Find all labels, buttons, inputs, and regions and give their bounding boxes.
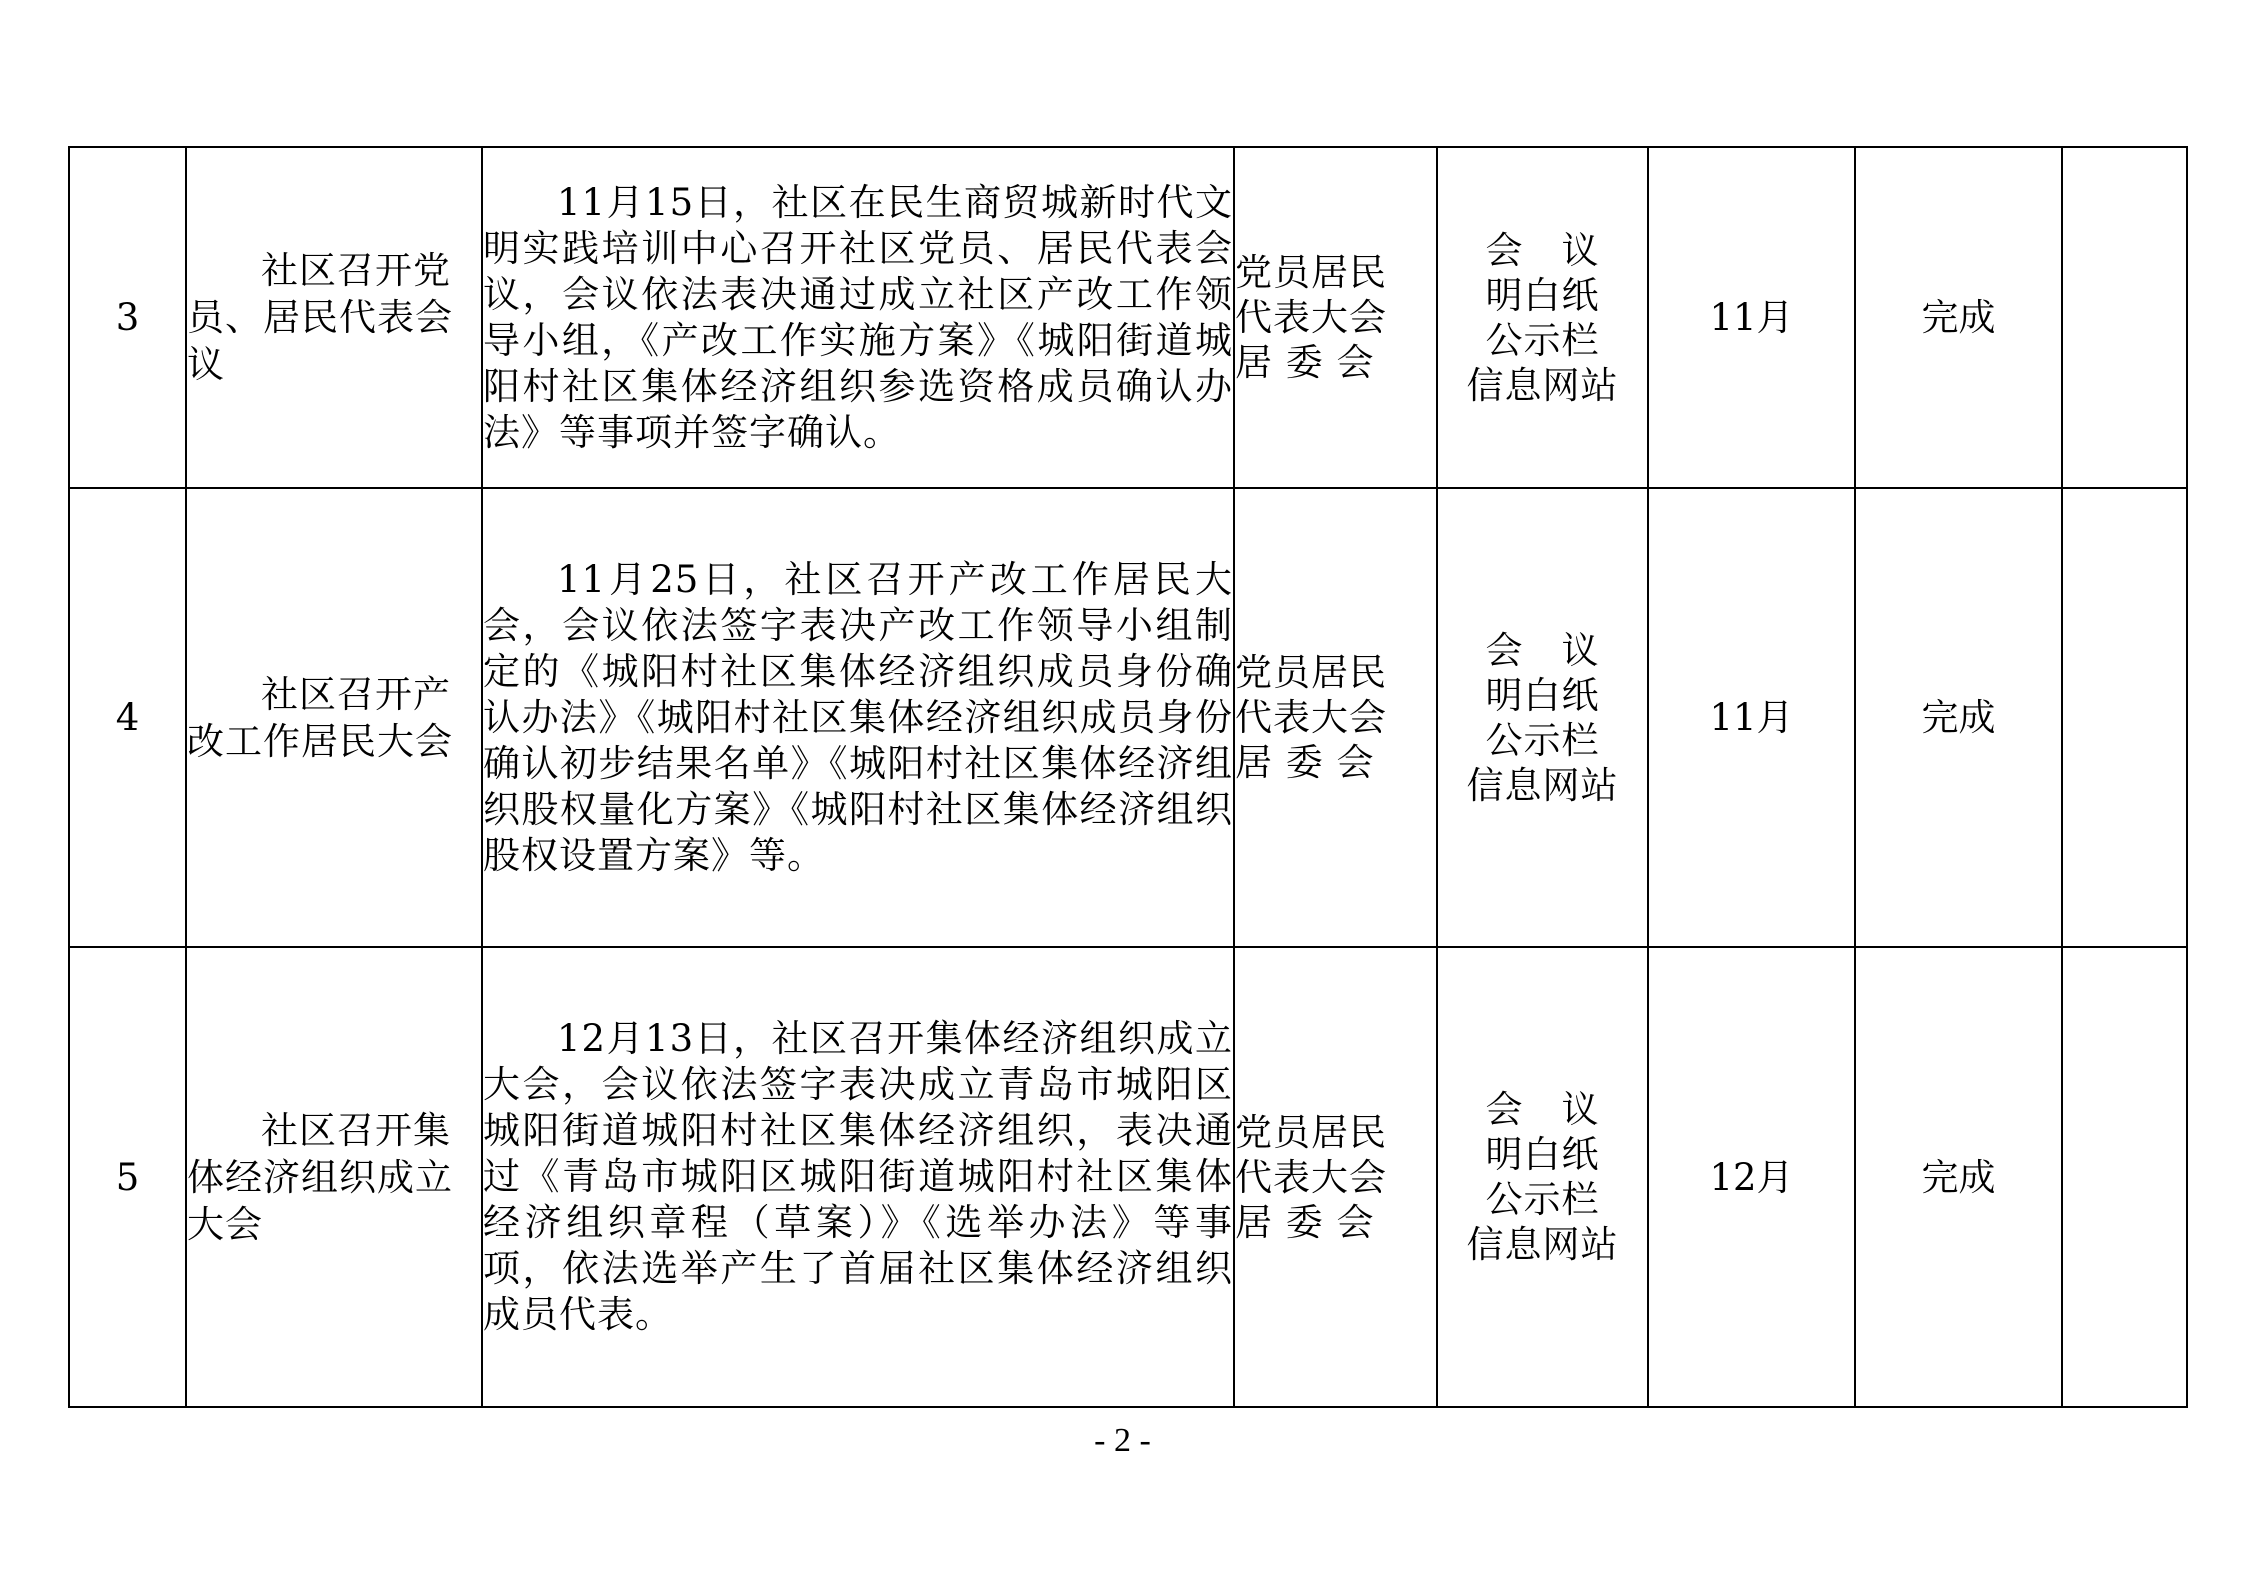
note-cell [2062, 947, 2187, 1407]
content-text: 11月25日，社区召开产改工作居民大会，会议依法签字表决产改工作领导小组制定的《城阳村社区集体经济组织成员身份确认办法》《城阳村社区集体经济组织成员身份确认初步结果名单》《城阳村社区集体经济组织股权量化方案》《城阳村社区集体经济组织股权设置方案》等。 [483, 557, 1233, 877]
participant-line: 代表大会 [1235, 696, 1387, 739]
note-cell [2062, 147, 2187, 488]
item-text: 社区召开党员、居民代表会议 [187, 249, 453, 386]
participant-line: 代表大会 [1235, 1155, 1387, 1199]
participant-line: 居 委 会 [1235, 741, 1375, 784]
time-cell: 12月 [1648, 947, 1855, 1407]
item-cell [186, 947, 482, 1407]
participant-line: 党员居民 [1235, 651, 1387, 694]
form-line: 明白纸 [1485, 673, 1600, 717]
content-text: 12月13日，社区召开集体经济组织成立大会，会议依法签字表决成立青岛市城阳区城阳街道城阳村社区集体经济组织，表决通过《青岛市城阳区城阳街道城阳村社区集体经济组织章程（草案）》《选举办法》等事项，依法选举产生了首届社区集体经济组织成员代表。 [483, 1017, 1233, 1336]
form-line: 会 议 [1485, 228, 1600, 272]
form-line: 信息网站 [1466, 363, 1619, 407]
note-cell [2062, 488, 2187, 947]
table-row [69, 488, 2187, 947]
content-text: 11月15日，社区在民生商贸城新时代文明实践培训中心召开社区党员、居民代表会议，会议依法表决通过成立社区产改工作领导小组，《产改工作实施方案》《城阳街道城阳村社区集体经济组织参选资格成员确认办法》等事项并签字确认。 [483, 180, 1233, 454]
table-row [69, 147, 2187, 488]
item-cell [186, 147, 482, 488]
item-cell [186, 488, 482, 947]
row-number: 5 [69, 947, 186, 1407]
form-line: 明白纸 [1485, 273, 1600, 317]
form-line: 明白纸 [1485, 1133, 1600, 1176]
form-line: 会 议 [1485, 628, 1600, 672]
content-cell [482, 147, 1234, 488]
forms-cell [1437, 947, 1648, 1407]
form-line: 信息网站 [1466, 763, 1619, 807]
status-cell: 完成 [1855, 947, 2062, 1407]
participant-line: 居 委 会 [1235, 341, 1375, 384]
participants-cell [1234, 947, 1437, 1407]
work-record-table [68, 146, 2188, 1408]
table-row [69, 947, 2187, 1407]
form-line: 公示栏 [1485, 1178, 1600, 1221]
time-cell: 11月 [1648, 488, 1855, 947]
page-number: - 2 - [1094, 1422, 1151, 1459]
status-cell: 完成 [1855, 488, 2062, 947]
participants-cell [1234, 147, 1437, 488]
forms-cell [1437, 147, 1648, 488]
time-cell: 11月 [1648, 147, 1855, 488]
item-text: 社区召开产改工作居民大会 [187, 672, 453, 763]
item-text: 社区召开集体经济组织成立大会 [187, 1108, 453, 1246]
participant-line: 党员居民 [1235, 251, 1387, 294]
form-line: 公示栏 [1485, 718, 1600, 762]
content-cell [482, 488, 1234, 947]
row-number: 3 [69, 147, 186, 488]
status-cell: 完成 [1855, 147, 2062, 488]
row-number: 4 [69, 488, 186, 947]
content-cell [482, 947, 1234, 1407]
forms-cell [1437, 488, 1648, 947]
participant-line: 居 委 会 [1235, 1200, 1375, 1244]
form-line: 会 议 [1485, 1088, 1600, 1131]
form-line: 信息网站 [1466, 1223, 1619, 1266]
form-line: 公示栏 [1485, 318, 1600, 362]
participants-cell [1234, 488, 1437, 947]
participant-line: 党员居民 [1235, 1110, 1387, 1154]
participant-line: 代表大会 [1235, 296, 1387, 339]
